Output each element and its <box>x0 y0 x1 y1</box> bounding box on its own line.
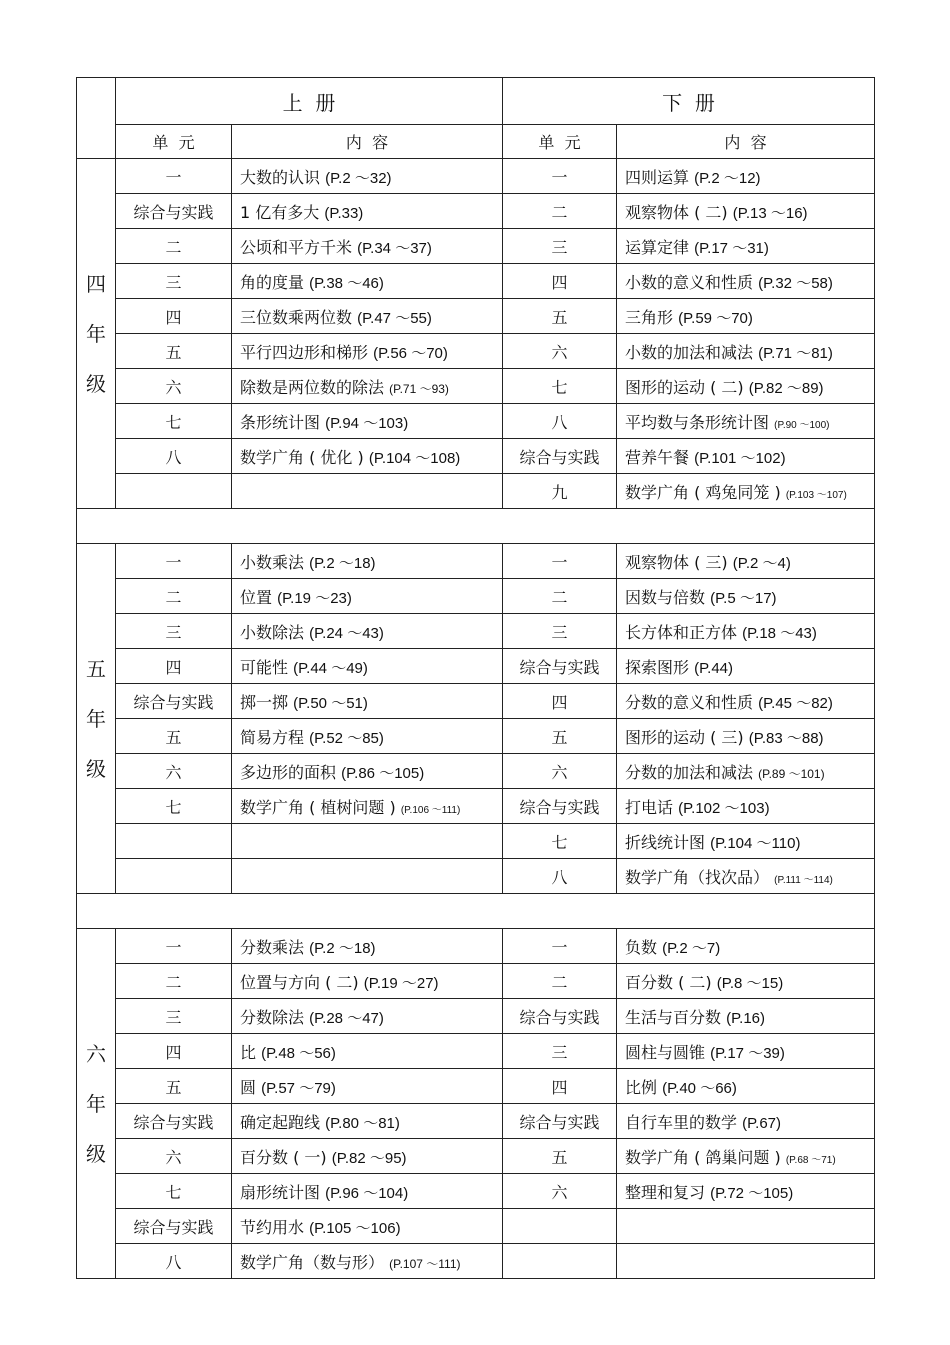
lesson-title: 数学广角 ( 优化 ) <box>240 447 364 467</box>
content-cell-upper <box>232 999 503 1034</box>
lesson-title: 图形的运动 ( 三) <box>625 727 744 747</box>
unit-cell-upper: 四 <box>116 649 232 684</box>
unit-cell-lower: 九 <box>503 474 617 509</box>
lesson-title: 观察物体 ( 三) <box>625 552 728 572</box>
unit-cell-upper: 八 <box>116 439 232 474</box>
unit-cell-lower: 三 <box>503 1034 617 1069</box>
lower-volume-header: 下 册 <box>503 78 875 125</box>
unit-cell-lower: 综合与实践 <box>503 439 617 474</box>
page-range: (P.67) <box>742 1114 782 1132</box>
unit-cell-upper: 二 <box>116 229 232 264</box>
content-cell-upper <box>232 1244 503 1279</box>
content-cell-upper <box>232 964 503 999</box>
grade-label <box>77 929 116 1279</box>
unit-cell-lower: 四 <box>503 1069 617 1104</box>
lesson-title: 打电话 <box>625 797 674 817</box>
page-range: (P.83 ～88) <box>748 729 824 747</box>
page-range: (P.104 ～110) <box>710 834 801 852</box>
page-range: (P.5 ～17) <box>710 589 777 607</box>
content-cell-lower <box>617 264 875 299</box>
page-range: (P.82 ～95) <box>331 1149 407 1167</box>
unit-cell-lower: 五 <box>503 719 617 754</box>
lesson-title: 分数乘法 <box>240 937 305 957</box>
lesson-title: 探索图形 <box>625 657 690 677</box>
content-cell-lower <box>617 719 875 754</box>
lesson-title: 位置与方向 ( 二) <box>240 972 359 992</box>
unit-header-upper: 单 元 <box>116 125 232 159</box>
page-range: (P.59 ～70) <box>678 309 753 327</box>
lesson-title: 图形的运动 ( 二) <box>625 377 744 397</box>
content-cell-lower <box>617 789 875 824</box>
unit-cell-upper: 六 <box>116 754 232 789</box>
unit-cell-upper: 五 <box>116 1069 232 1104</box>
unit-cell-lower: 四 <box>503 264 617 299</box>
content-cell-upper <box>232 754 503 789</box>
content-cell-upper <box>232 1069 503 1104</box>
table-row <box>77 404 875 439</box>
lesson-title: 营养午餐 <box>625 447 690 467</box>
unit-cell-upper: 七 <box>116 1174 232 1209</box>
lesson-title: 大数的认识 <box>240 167 321 187</box>
unit-cell-upper: 五 <box>116 719 232 754</box>
content-cell-upper <box>232 684 503 719</box>
content-cell-lower <box>617 824 875 859</box>
content-cell-upper <box>232 614 503 649</box>
content-header-upper: 内 容 <box>232 125 503 159</box>
unit-cell-lower: 二 <box>503 194 617 229</box>
table-row <box>77 299 875 334</box>
unit-cell-lower: 六 <box>503 754 617 789</box>
unit-cell-upper: 八 <box>116 1244 232 1279</box>
separator-cell <box>77 894 875 929</box>
content-cell-upper <box>232 719 503 754</box>
content-cell-lower <box>617 229 875 264</box>
content-cell-upper <box>232 439 503 474</box>
lesson-title: 角的度量 <box>240 272 305 292</box>
page-range: (P.40 ～66) <box>662 1079 737 1097</box>
lesson-title: 可能性 <box>240 657 289 677</box>
unit-cell-lower <box>503 1244 617 1279</box>
content-cell-lower <box>617 614 875 649</box>
content-cell-lower <box>617 754 875 789</box>
page-range: (P.107 ～111) <box>389 1256 461 1271</box>
unit-cell-upper: 综合与实践 <box>116 194 232 229</box>
lesson-title: 条形统计图 <box>240 412 321 432</box>
table-row <box>77 1139 875 1174</box>
unit-cell-upper <box>116 824 232 859</box>
column-header-row <box>77 125 875 159</box>
page-range: (P.111 ～114) <box>774 874 833 886</box>
grade-label-char: 六 <box>86 1041 106 1066</box>
page-range: (P.82 ～89) <box>748 379 824 397</box>
lesson-title: 多边形的面积 <box>240 762 337 782</box>
grade-label-char: 年 <box>86 1091 106 1116</box>
unit-cell-lower: 三 <box>503 614 617 649</box>
page-range: (P.19 ～27) <box>363 974 439 992</box>
content-cell-upper <box>232 859 503 894</box>
grade-label-char: 年 <box>86 321 106 346</box>
unit-cell-lower: 七 <box>503 369 617 404</box>
grade-separator-row <box>77 894 875 929</box>
page-range: (P.2 ～32) <box>325 169 392 187</box>
content-cell-lower <box>617 999 875 1034</box>
content-cell-lower <box>617 404 875 439</box>
page-range: (P.2 ～18) <box>309 939 376 957</box>
unit-cell-upper: 四 <box>116 299 232 334</box>
lesson-title: 数学广角 ( 鸡兔同笼 ) <box>625 482 781 502</box>
lesson-title: 位置 <box>240 587 273 607</box>
table-row <box>77 1034 875 1069</box>
table-row <box>77 929 875 964</box>
content-header-lower: 内 容 <box>617 125 875 159</box>
page-range: (P.2 ～4) <box>732 554 791 572</box>
lesson-title: 生活与百分数 <box>625 1007 722 1027</box>
page-range: (P.86 ～105) <box>341 764 425 782</box>
table-row <box>77 649 875 684</box>
unit-cell-lower: 二 <box>503 579 617 614</box>
lesson-title: 数学广角 ( 植树问题 ) <box>240 797 396 817</box>
page-range: (P.94 ～103) <box>325 414 409 432</box>
lesson-title: 自行车里的数学 <box>625 1112 738 1132</box>
unit-cell-upper: 七 <box>116 404 232 439</box>
unit-cell-upper: 四 <box>116 1034 232 1069</box>
content-cell-upper <box>232 194 503 229</box>
content-cell-lower <box>617 194 875 229</box>
page-range: (P.103 ～107) <box>785 489 847 501</box>
corner-cell <box>77 78 116 159</box>
page-range: (P.13 ～16) <box>732 204 808 222</box>
unit-cell-lower <box>503 1209 617 1244</box>
page-range: (P.44 ～49) <box>293 659 368 677</box>
grade-label-char: 四 <box>86 271 106 296</box>
unit-cell-upper: 三 <box>116 999 232 1034</box>
table-row <box>77 159 875 194</box>
table-row <box>77 1174 875 1209</box>
content-cell-upper <box>232 229 503 264</box>
content-cell-upper <box>232 929 503 964</box>
lesson-title: 因数与倍数 <box>625 587 706 607</box>
table-row <box>77 684 875 719</box>
content-cell-lower <box>617 1244 875 1279</box>
lesson-title: 除数是两位数的除法 <box>240 377 385 397</box>
unit-cell-upper: 三 <box>116 264 232 299</box>
unit-cell-lower: 综合与实践 <box>503 789 617 824</box>
content-cell-lower <box>617 439 875 474</box>
lesson-title: 平均数与条形统计图 <box>625 412 770 432</box>
content-cell-lower <box>617 474 875 509</box>
lesson-title: 小数的加法和减法 <box>625 342 754 362</box>
lesson-title: 分数的意义和性质 <box>625 692 754 712</box>
lesson-title: 观察物体 ( 二) <box>625 202 728 222</box>
page-range: (P.72 ～105) <box>710 1184 794 1202</box>
lesson-title: 小数除法 <box>240 622 305 642</box>
content-cell-upper <box>232 544 503 579</box>
table-row <box>77 999 875 1034</box>
lesson-title: 小数乘法 <box>240 552 305 572</box>
page-range: (P.101 ～102) <box>694 449 786 467</box>
page-range: (P.44) <box>694 659 734 677</box>
unit-cell-lower: 五 <box>503 1139 617 1174</box>
lesson-title: 数学广角（找次品） <box>625 867 770 887</box>
lesson-title: 比 <box>240 1042 257 1062</box>
content-cell-lower <box>617 334 875 369</box>
lesson-title: 公顷和平方千米 <box>240 237 353 257</box>
lesson-title: 运算定律 <box>625 237 690 257</box>
lesson-title: 比例 <box>625 1077 658 1097</box>
page-range: (P.47 ～55) <box>357 309 432 327</box>
unit-cell-upper: 六 <box>116 1139 232 1174</box>
content-cell-upper <box>232 649 503 684</box>
table-row <box>77 964 875 999</box>
unit-cell-lower: 三 <box>503 229 617 264</box>
content-cell-upper <box>232 264 503 299</box>
table-row <box>77 334 875 369</box>
unit-cell-lower: 八 <box>503 859 617 894</box>
table-row <box>77 719 875 754</box>
unit-cell-upper <box>116 859 232 894</box>
grade-label-char: 级 <box>86 371 106 396</box>
unit-cell-lower: 七 <box>503 824 617 859</box>
page-range: (P.104 ～108) <box>368 449 461 467</box>
grade-label-char: 五 <box>86 656 106 681</box>
content-cell-upper <box>232 404 503 439</box>
content-cell-upper <box>232 824 503 859</box>
page-range: (P.33) <box>324 204 364 222</box>
lesson-title: 三角形 <box>625 307 674 327</box>
unit-cell-upper: 一 <box>116 929 232 964</box>
lesson-title: 扇形统计图 <box>240 1182 321 1202</box>
content-cell-upper <box>232 334 503 369</box>
content-cell-upper <box>232 1104 503 1139</box>
page-range: (P.17 ～31) <box>694 239 769 257</box>
page-range: (P.106 ～111) <box>400 804 461 816</box>
page-range: (P.80 ～81) <box>325 1114 400 1132</box>
table-row <box>77 439 875 474</box>
unit-cell-upper: 综合与实践 <box>116 1104 232 1139</box>
unit-cell-lower: 一 <box>503 544 617 579</box>
unit-cell-lower: 二 <box>503 964 617 999</box>
page-range: (P.19 ～23) <box>277 589 352 607</box>
content-cell-lower <box>617 369 875 404</box>
lesson-title: 负数 <box>625 937 658 957</box>
content-cell-upper <box>232 159 503 194</box>
unit-cell-lower: 六 <box>503 334 617 369</box>
page-range: (P.2 ～7) <box>662 939 721 957</box>
lesson-title: 掷一掷 <box>240 692 289 712</box>
page-range: (P.2 ～18) <box>309 554 376 572</box>
unit-cell-lower: 四 <box>503 684 617 719</box>
table-row <box>77 544 875 579</box>
table-row <box>77 824 875 859</box>
content-cell-lower <box>617 684 875 719</box>
content-cell-upper <box>232 1139 503 1174</box>
lesson-title: 折线统计图 <box>625 832 706 852</box>
lesson-title: 百分数 ( 一) <box>240 1147 327 1167</box>
table-row <box>77 229 875 264</box>
lesson-title: 三位数乘两位数 <box>240 307 353 327</box>
content-cell-upper <box>232 474 503 509</box>
content-cell-lower <box>617 859 875 894</box>
content-cell-upper <box>232 579 503 614</box>
lesson-title: 百分数 ( 二) <box>625 972 712 992</box>
lesson-title: 数学广角 ( 鸽巢问题 ) <box>625 1147 781 1167</box>
unit-header-lower: 单 元 <box>503 125 617 159</box>
content-cell-upper <box>232 1034 503 1069</box>
page-range: (P.28 ～47) <box>309 1009 384 1027</box>
page-range: (P.71 ～93) <box>389 381 449 396</box>
lesson-title: 简易方程 <box>240 727 305 747</box>
unit-cell-lower: 六 <box>503 1174 617 1209</box>
lesson-title: 平行四边形和梯形 <box>240 342 369 362</box>
content-cell-upper <box>232 369 503 404</box>
table-row <box>77 789 875 824</box>
unit-cell-upper <box>116 474 232 509</box>
table-row <box>77 579 875 614</box>
volume-header-row <box>77 78 875 125</box>
unit-cell-upper: 二 <box>116 579 232 614</box>
unit-cell-upper: 六 <box>116 369 232 404</box>
table-row <box>77 369 875 404</box>
page-range: (P.68 ～71) <box>785 1154 836 1166</box>
unit-cell-lower: 综合与实践 <box>503 999 617 1034</box>
grade-label <box>77 544 116 894</box>
content-cell-upper <box>232 1209 503 1244</box>
unit-cell-upper: 综合与实践 <box>116 684 232 719</box>
table-row <box>77 194 875 229</box>
content-cell-lower <box>617 544 875 579</box>
table-row <box>77 1069 875 1104</box>
content-cell-lower <box>617 1139 875 1174</box>
page-range: (P.16) <box>726 1009 766 1027</box>
content-cell-lower <box>617 159 875 194</box>
unit-cell-upper: 一 <box>116 159 232 194</box>
lesson-title: 分数的加法和减法 <box>625 762 754 782</box>
page-range: (P.17 ～39) <box>710 1044 785 1062</box>
page-range: (P.48 ～56) <box>261 1044 336 1062</box>
content-cell-lower <box>617 1104 875 1139</box>
content-cell-lower <box>617 929 875 964</box>
separator-cell <box>77 509 875 544</box>
unit-cell-lower: 综合与实践 <box>503 649 617 684</box>
page-range: (P.2 ～12) <box>694 169 761 187</box>
page-range: (P.96 ～104) <box>325 1184 409 1202</box>
table-row <box>77 474 875 509</box>
lesson-title: 节约用水 <box>240 1217 305 1237</box>
table-row <box>77 859 875 894</box>
page-range: (P.24 ～43) <box>309 624 384 642</box>
page-range: (P.34 ～37) <box>357 239 432 257</box>
content-cell-lower <box>617 964 875 999</box>
page-range: (P.105 ～106) <box>309 1219 401 1237</box>
page-range: (P.56 ～70) <box>373 344 448 362</box>
table-row <box>77 754 875 789</box>
lesson-title: 长方体和正方体 <box>625 622 738 642</box>
unit-cell-upper: 七 <box>116 789 232 824</box>
lesson-title: 圆 <box>240 1077 257 1097</box>
content-cell-lower <box>617 579 875 614</box>
unit-cell-lower: 八 <box>503 404 617 439</box>
table-row <box>77 1104 875 1139</box>
unit-cell-lower: 一 <box>503 159 617 194</box>
content-cell-lower <box>617 1209 875 1244</box>
grade-label-char: 级 <box>86 756 106 781</box>
unit-cell-upper: 一 <box>116 544 232 579</box>
lesson-title: 小数的意义和性质 <box>625 272 754 292</box>
page-range: (P.8 ～15) <box>716 974 784 992</box>
page-range: (P.89 ～101) <box>758 766 825 781</box>
content-cell-lower <box>617 1174 875 1209</box>
content-cell-upper <box>232 789 503 824</box>
table-row <box>77 1209 875 1244</box>
unit-cell-upper: 五 <box>116 334 232 369</box>
table-row <box>77 1244 875 1279</box>
unit-cell-upper: 二 <box>116 964 232 999</box>
table-row <box>77 614 875 649</box>
grade-separator-row <box>77 509 875 544</box>
page-range: (P.45 ～82) <box>758 694 833 712</box>
lesson-title: 1 亿有多大 <box>240 202 320 222</box>
upper-volume-header: 上 册 <box>116 78 503 125</box>
content-cell-lower <box>617 1069 875 1104</box>
content-cell-upper <box>232 1174 503 1209</box>
page-range: (P.57 ～79) <box>261 1079 336 1097</box>
page-range: (P.18 ～43) <box>742 624 817 642</box>
lesson-title: 数学广角（数与形） <box>240 1252 385 1272</box>
content-cell-lower <box>617 299 875 334</box>
unit-cell-upper: 三 <box>116 614 232 649</box>
content-cell-lower <box>617 1034 875 1069</box>
page-range: (P.38 ～46) <box>309 274 384 292</box>
lesson-title: 四则运算 <box>625 167 690 187</box>
page-range: (P.52 ～85) <box>309 729 384 747</box>
unit-cell-upper: 综合与实践 <box>116 1209 232 1244</box>
content-cell-upper <box>232 299 503 334</box>
page-range: (P.90 ～100) <box>774 419 830 431</box>
lesson-title: 圆柱与圆锥 <box>625 1042 706 1062</box>
curriculum-table <box>76 77 875 1279</box>
content-cell-lower <box>617 649 875 684</box>
lesson-title: 分数除法 <box>240 1007 305 1027</box>
page-range: (P.32 ～58) <box>758 274 833 292</box>
page-range: (P.71 ～81) <box>758 344 833 362</box>
unit-cell-lower: 一 <box>503 929 617 964</box>
table-row <box>77 264 875 299</box>
lesson-title: 确定起跑线 <box>240 1112 321 1132</box>
grade-label-char: 年 <box>86 706 106 731</box>
grade-label <box>77 159 116 509</box>
page-range: (P.102 ～103) <box>678 799 770 817</box>
lesson-title: 整理和复习 <box>625 1182 706 1202</box>
unit-cell-lower: 综合与实践 <box>503 1104 617 1139</box>
unit-cell-lower: 五 <box>503 299 617 334</box>
grade-label-char: 级 <box>86 1141 106 1166</box>
page-range: (P.50 ～51) <box>293 694 368 712</box>
